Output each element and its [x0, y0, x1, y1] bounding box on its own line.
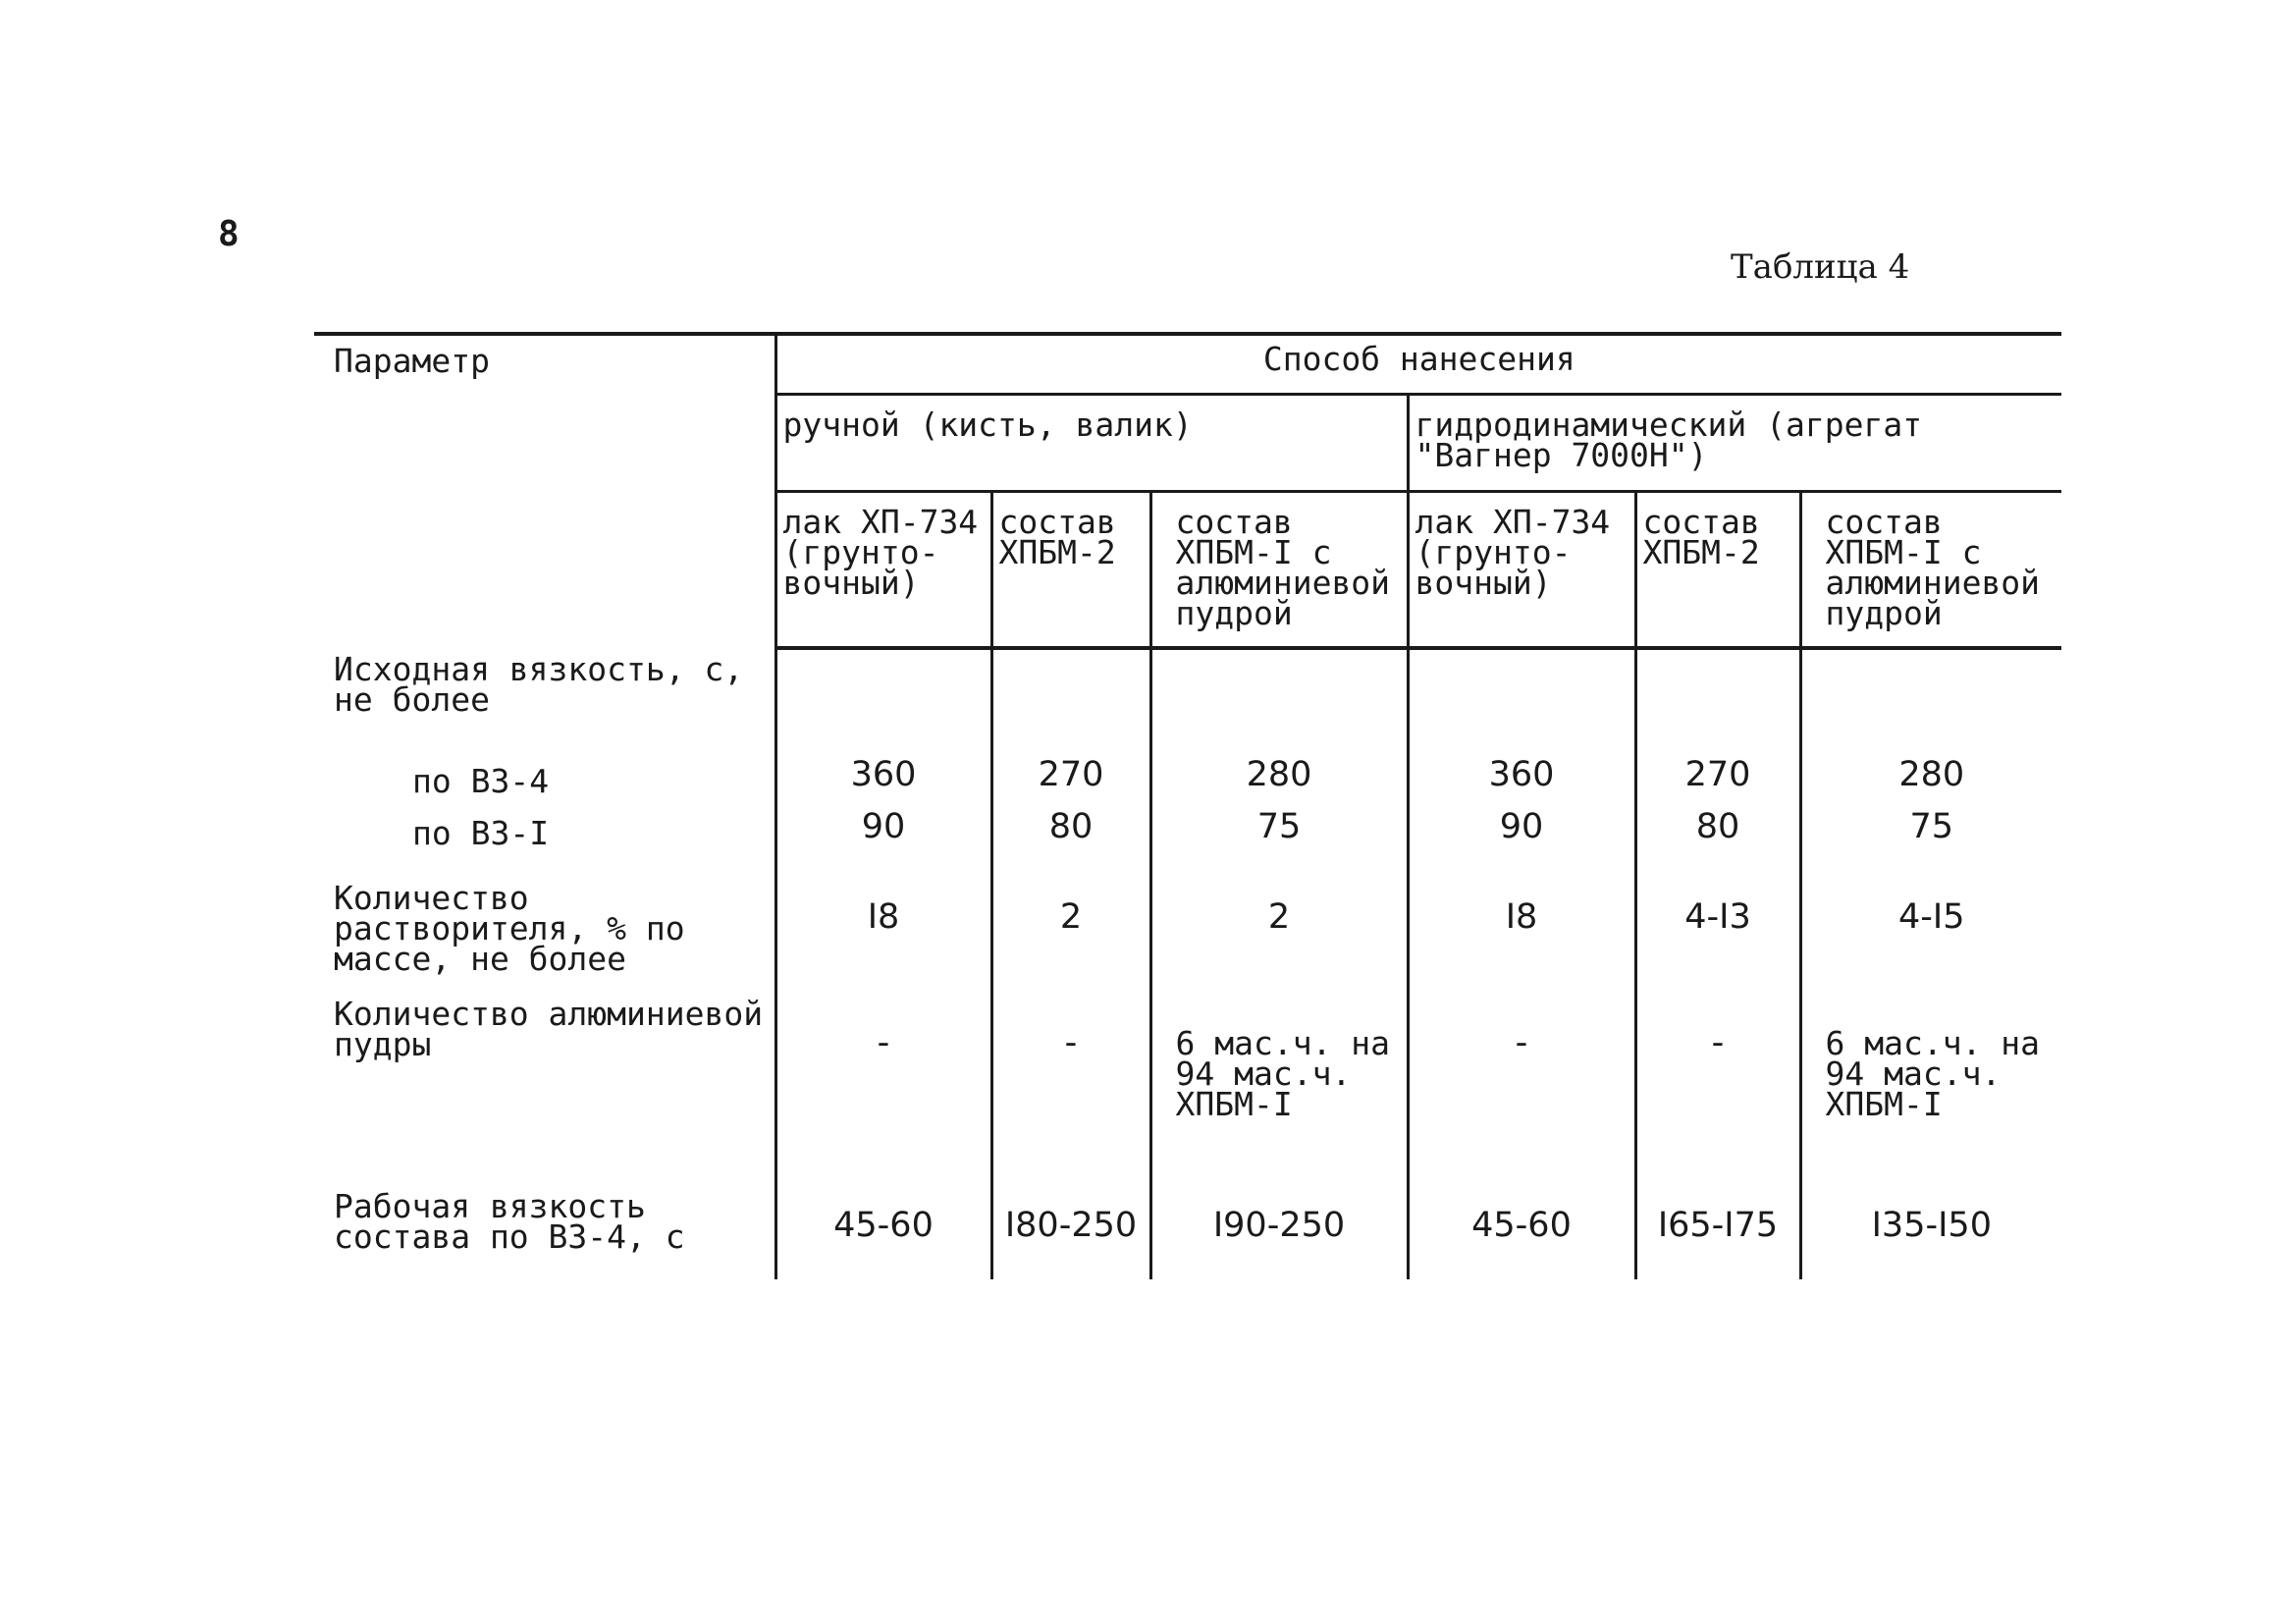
table-cell: I90-250	[1150, 1185, 1408, 1279]
header-material: лак ХП-734 (грунто-вочный)	[775, 492, 991, 649]
row-label-solvent: Количество растворителя, % по массе, не более	[334, 879, 685, 978]
header-material: лак ХП-734 (грунто-вочный)	[1408, 492, 1635, 649]
row-label-initial-viscosity: Исходная вязкость, с, не более	[334, 650, 744, 719]
table-row	[314, 760, 2061, 812]
table-cell: I35-I50	[1800, 1185, 2061, 1279]
table-cell: -	[1635, 993, 1800, 1185]
header-method: Способ нанесения	[775, 334, 2061, 395]
table-caption: Таблица 4	[1731, 247, 1910, 287]
table-cell: 45-60	[1408, 1185, 1635, 1279]
row-label-working-viscosity: Рабочая вязкость состава по ВЗ-4, с	[334, 1187, 685, 1256]
page-number: 8	[218, 214, 240, 254]
table-row	[314, 877, 2061, 993]
row-label-aluminium: Количество алюминиевой пудры	[334, 995, 764, 1063]
table-cell: 280	[1150, 760, 1408, 812]
table-cell: 6 мас.ч. на 94 мас.ч. ХПБМ-I	[1150, 993, 1408, 1185]
table-cell: 4-I3	[1635, 877, 1800, 993]
table-cell: 280	[1800, 760, 2061, 812]
table-cell: I65-I75	[1635, 1185, 1800, 1279]
row-label-vz4: по ВЗ-4	[412, 762, 550, 800]
table-cell: -	[991, 993, 1150, 1185]
header-material: состав ХПБМ-I с алюминиевой пудрой	[1800, 492, 2061, 649]
table-row	[314, 648, 2061, 760]
header-material: состав ХПБМ-2	[991, 492, 1150, 649]
table-cell: I8	[775, 877, 991, 993]
row-label-vz1: по ВЗ-I	[412, 814, 550, 852]
table-cell: -	[775, 993, 991, 1185]
table-row	[314, 993, 2061, 1185]
table-cell: I8	[1408, 877, 1635, 993]
table-cell: -	[1408, 993, 1635, 1185]
table-cell: 6 мас.ч. на 94 мас.ч. ХПБМ-I	[1800, 993, 2061, 1185]
table-cell: 360	[1408, 760, 1635, 812]
table-cell: 90	[1408, 812, 1635, 877]
header-group-hydro: гидродинамический (агрегат "Вагнер 7000Н")	[1408, 395, 2061, 492]
table-cell: 4-I5	[1800, 877, 2061, 993]
table-cell: 75	[1150, 812, 1408, 877]
table-cell: 360	[775, 760, 991, 812]
table-cell: 80	[991, 812, 1150, 877]
table-cell: 2	[991, 877, 1150, 993]
table-cell: 270	[1635, 760, 1800, 812]
table-row	[314, 812, 2061, 877]
header-material: состав ХПБМ-2	[1635, 492, 1800, 649]
table-cell: 75	[1800, 812, 2061, 877]
header-row-method	[314, 334, 2061, 395]
table-cell: 2	[1150, 877, 1408, 993]
table-cell: 80	[1635, 812, 1800, 877]
header-group-manual: ручной (кисть, валик)	[775, 395, 1408, 492]
table-row	[314, 1185, 2061, 1279]
properties-table	[314, 332, 2061, 1279]
table-cell: 90	[775, 812, 991, 877]
table-cell: 270	[991, 760, 1150, 812]
table-cell: 45-60	[775, 1185, 991, 1279]
table-cell: I80-250	[991, 1185, 1150, 1279]
header-material: состав ХПБМ-I с алюминиевой пудрой	[1150, 492, 1408, 649]
header-parameter: Параметр	[314, 334, 775, 648]
